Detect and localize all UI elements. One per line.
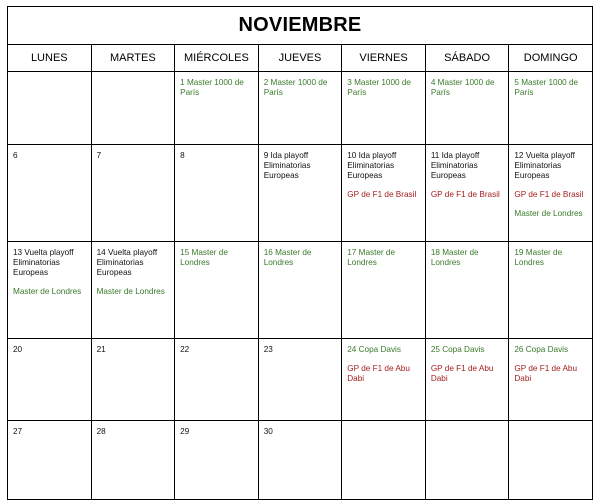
day-cell[interactable] bbox=[425, 421, 509, 500]
day-entry: 26 Copa Davis bbox=[514, 345, 569, 354]
day-cell[interactable] bbox=[91, 145, 175, 242]
day-entry: 15 Master de Londres bbox=[180, 248, 228, 267]
calendar-title-cell bbox=[8, 7, 593, 45]
weekday-header: LUNES bbox=[8, 45, 92, 72]
day-cell[interactable] bbox=[342, 339, 426, 421]
weekday-header-row bbox=[8, 45, 593, 72]
weekday-header: VIERNES bbox=[342, 45, 426, 72]
weekday-header: SÁBADO bbox=[425, 45, 509, 72]
day-cell[interactable] bbox=[425, 145, 509, 242]
day-entry: 4 Master 1000 de París bbox=[430, 78, 495, 97]
day-cell[interactable] bbox=[8, 72, 92, 145]
day-entry: 1 Master 1000 de París bbox=[180, 78, 244, 97]
day-entry: 16 Master de Londres bbox=[263, 248, 312, 267]
day-entry: 21 bbox=[96, 345, 106, 354]
day-entry: Master de Londres bbox=[13, 287, 82, 296]
day-entry: 11 Ida playoff Eliminatorias Europeas bbox=[430, 151, 480, 180]
day-cell[interactable] bbox=[91, 421, 175, 500]
day-entry: Master de Londres bbox=[96, 287, 165, 296]
day-cell[interactable] bbox=[175, 145, 259, 242]
day-cell[interactable] bbox=[342, 242, 426, 339]
day-cell[interactable] bbox=[175, 421, 259, 500]
week-row bbox=[8, 242, 593, 339]
day-entry: 3 Master 1000 de París bbox=[347, 78, 411, 97]
day-entry: 5 Master 1000 de París bbox=[514, 78, 579, 97]
week-row bbox=[8, 72, 593, 145]
day-cell[interactable] bbox=[509, 421, 593, 500]
weekday-header: MARTES bbox=[91, 45, 175, 72]
day-entry: 18 Master de Londres bbox=[430, 248, 479, 267]
day-entry: 9 Ida playoff Eliminatorias Europeas bbox=[263, 151, 311, 180]
day-entry: 17 Master de Londres bbox=[347, 248, 396, 267]
day-entry: 8 bbox=[180, 151, 185, 160]
day-cell[interactable] bbox=[91, 72, 175, 145]
day-entry: Master de Londres bbox=[514, 209, 583, 218]
day-entry: 12 Vuelta playoff Eliminatorias Europeas bbox=[514, 151, 575, 180]
day-entry: 29 bbox=[180, 427, 190, 436]
day-entry: GP de F1 de Brasil bbox=[514, 190, 584, 199]
day-entry: GP de F1 de Abu Dabi bbox=[514, 364, 578, 383]
day-entry: 23 bbox=[263, 345, 273, 354]
day-cell[interactable] bbox=[8, 242, 92, 339]
calendar-body bbox=[8, 72, 593, 500]
day-cell[interactable] bbox=[258, 72, 342, 145]
day-entry: GP de F1 de Brasil bbox=[347, 190, 417, 199]
day-cell[interactable] bbox=[175, 242, 259, 339]
day-cell[interactable] bbox=[342, 145, 426, 242]
day-entry: 20 bbox=[13, 345, 23, 354]
day-entry: 19 Master de Londres bbox=[514, 248, 563, 267]
day-entry: 22 bbox=[180, 345, 190, 354]
week-row bbox=[8, 339, 593, 421]
day-cell[interactable] bbox=[91, 339, 175, 421]
day-entry: GP de F1 de Brasil bbox=[430, 190, 500, 199]
day-cell[interactable] bbox=[258, 242, 342, 339]
month-title: NOVIEMBRE bbox=[238, 14, 362, 36]
day-cell[interactable] bbox=[258, 421, 342, 500]
day-cell[interactable] bbox=[91, 242, 175, 339]
day-cell[interactable] bbox=[509, 145, 593, 242]
day-entry: 24 Copa Davis bbox=[347, 345, 401, 354]
day-entry: 14 Vuelta playoff Eliminatorias Europeas bbox=[96, 248, 158, 277]
day-entry: 6 bbox=[13, 151, 18, 160]
day-cell[interactable] bbox=[175, 339, 259, 421]
day-cell[interactable] bbox=[175, 72, 259, 145]
day-cell[interactable] bbox=[509, 339, 593, 421]
day-entry: 25 Copa Davis bbox=[430, 345, 485, 354]
day-cell[interactable] bbox=[258, 145, 342, 242]
week-row bbox=[8, 145, 593, 242]
weekday-header: MIÉRCOLES bbox=[175, 45, 259, 72]
day-cell[interactable] bbox=[8, 339, 92, 421]
day-entry: GP de F1 de Abu Dabi bbox=[347, 364, 410, 383]
day-entry: 7 bbox=[96, 151, 102, 160]
day-entry: 2 Master 1000 de París bbox=[263, 78, 328, 97]
day-cell[interactable] bbox=[8, 145, 92, 242]
day-entry: 13 Vuelta playoff Eliminatorias Europeas bbox=[13, 248, 74, 277]
weekday-header: DOMINGO bbox=[509, 45, 593, 72]
day-cell[interactable] bbox=[509, 242, 593, 339]
weekday-header: JUEVES bbox=[258, 45, 342, 72]
day-entry: GP de F1 de Abu Dabi bbox=[430, 364, 494, 383]
day-entry: 28 bbox=[96, 427, 106, 436]
day-cell[interactable] bbox=[342, 421, 426, 500]
day-entry: 10 Ida playoff Eliminatorias Europeas bbox=[347, 151, 397, 180]
day-entry: 30 bbox=[263, 427, 273, 436]
day-entry: 27 bbox=[13, 427, 23, 436]
day-cell[interactable] bbox=[8, 421, 92, 500]
calendar-table bbox=[7, 6, 593, 500]
day-cell[interactable] bbox=[342, 72, 426, 145]
week-row bbox=[8, 421, 593, 500]
day-cell[interactable] bbox=[425, 72, 509, 145]
day-cell[interactable] bbox=[425, 242, 509, 339]
day-cell[interactable] bbox=[425, 339, 509, 421]
day-cell[interactable] bbox=[509, 72, 593, 145]
day-cell[interactable] bbox=[258, 339, 342, 421]
